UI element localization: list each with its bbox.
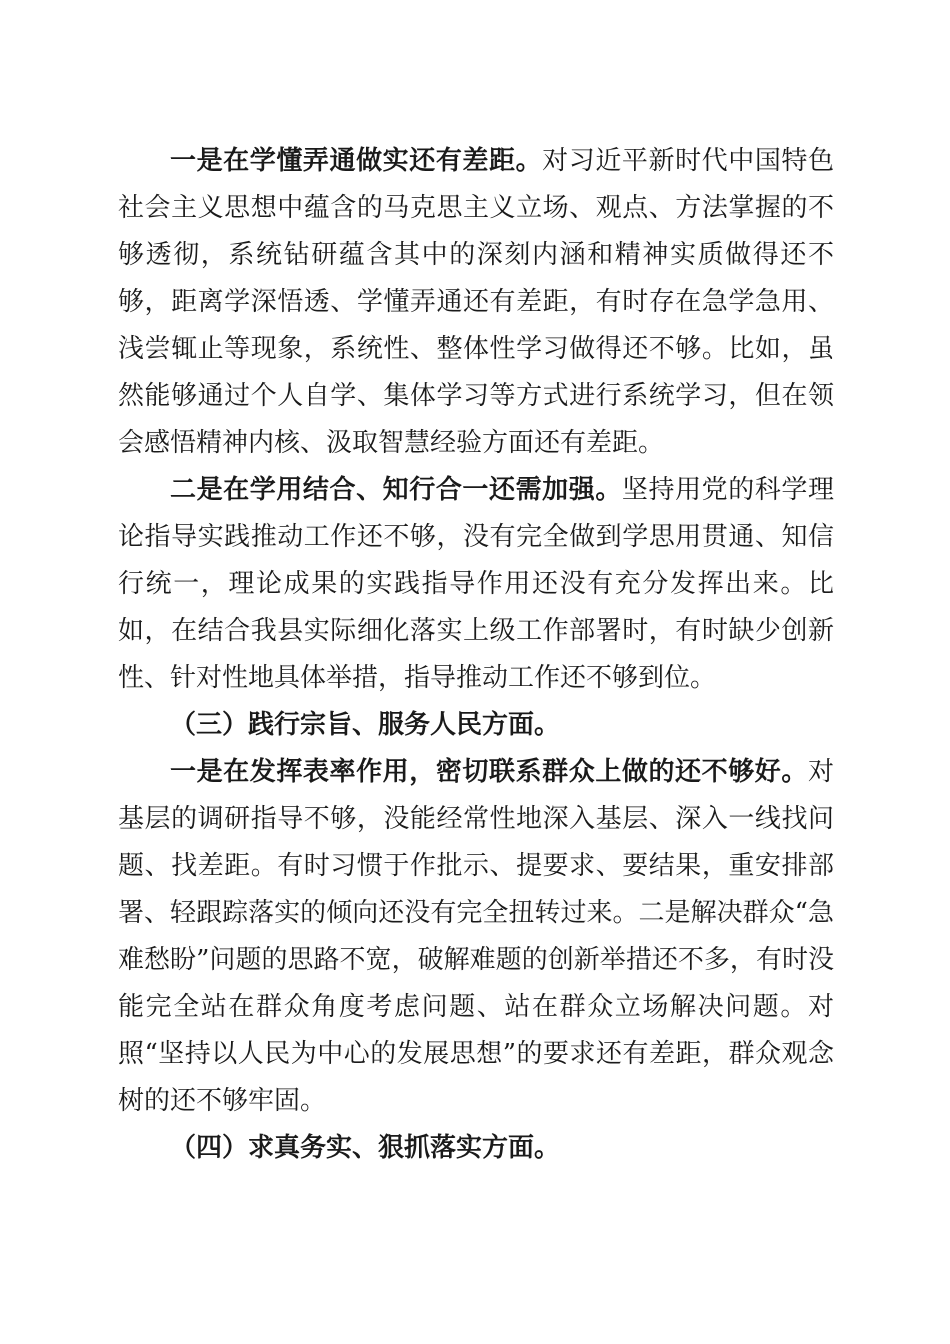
paragraph-1: [118, 138, 834, 467]
paragraph-4: [118, 749, 834, 1125]
section-heading-3: [118, 702, 834, 749]
paragraph-4-body: 对基层的调研指导不够，没能经常性地深入基层、深入一线找问题、找差距。有时习惯于作批示、提要求、要结果，重安排部署、轻跟踪落实的倾向还没有完全扭转过来。二是解决群众“急难愁盼”问题的思路不宽，破解难题的创新举措还不多，有时没能完全站在群众角度考虑问题、站在群众立场解决问题。对照“坚持以人民为中心的发展思想”的要求还有差距，群众观念树的还不够牢固。: [118, 757, 834, 1116]
section-heading-4: [118, 1125, 834, 1172]
paragraph-4-lead: 一是在发挥表率作用，密切联系群众上做的还不够好。: [170, 757, 808, 787]
section-heading-3-text: （三）践行宗旨、服务人民方面。: [170, 710, 561, 740]
paragraph-1-lead: 一是在学懂弄通做实还有差距。: [170, 146, 543, 176]
paragraph-1-body: 对习近平新时代中国特色社会主义思想中蕴含的马克思主义立场、观点、方法掌握的不够透彻，系统钻研蕴含其中的深刻内涵和精神实质做得还不够，距离学深悟透、学懂弄通还有差距，有时存在急学急用、浅尝辄止等现象，系统性、整体性学习做得还不够。比如，虽然能够通过个人自学、集体学习等方式进行系统学习，但在领会感悟精神内核、汲取智慧经验方面还有差距。: [118, 146, 834, 458]
paragraph-2: [118, 467, 834, 702]
section-heading-4-text: （四）求真务实、狠抓落实方面。: [170, 1133, 561, 1163]
document-body: [118, 138, 834, 1172]
paragraph-2-lead: 二是在学用结合、知行合一还需加强。: [170, 475, 622, 505]
paragraph-2-body: 坚持用党的科学理论指导实践推动工作还不够，没有完全做到学思用贯通、知信行统一，理论成果的实践指导作用还没有充分发挥出来。比如，在结合我县实际细化落实上级工作部署时，有时缺少创新性、针对性地具体举措，指导推动工作还不够到位。: [118, 475, 834, 693]
